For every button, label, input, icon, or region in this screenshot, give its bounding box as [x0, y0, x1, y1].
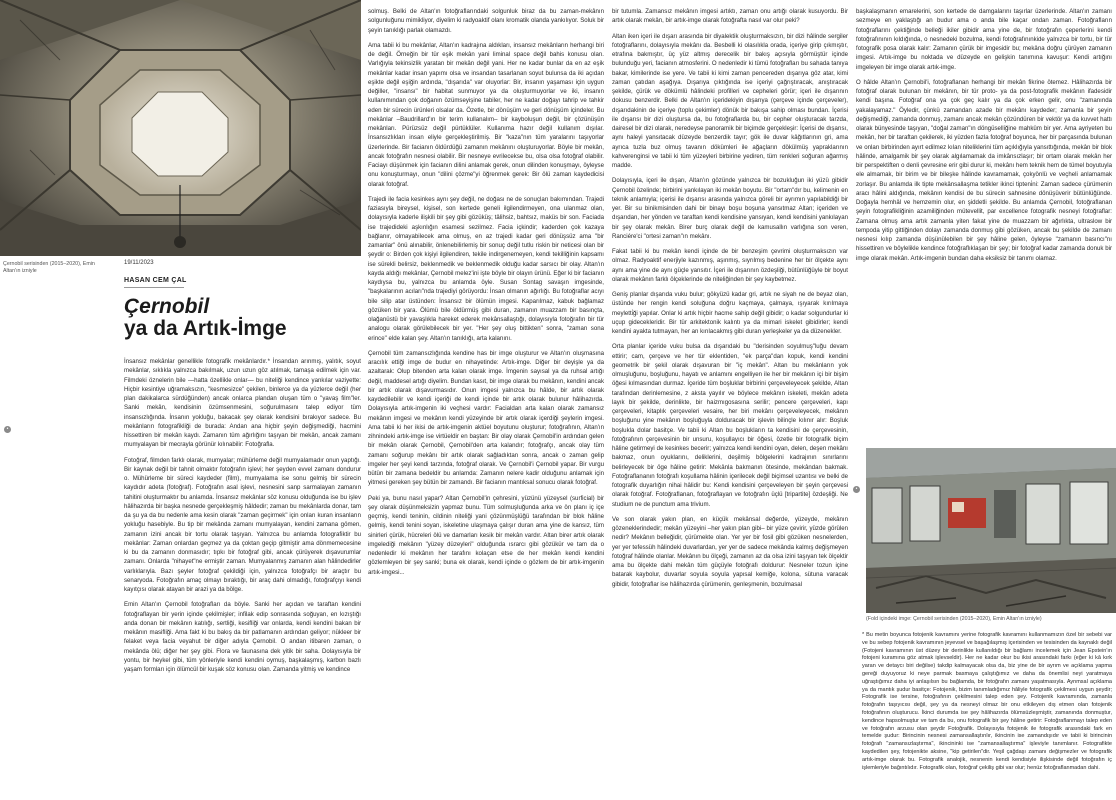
ceiling-image	[0, 0, 361, 256]
article-column-1	[124, 357, 361, 797]
col2-paragraph: Peki ya, bunu nasıl yapar? Altan Çernobil'in çehresini, yüzünü yüzeysel (surficial) bir şey olarak düşünmeksizin yapmaz bunu. Tüm solmuşluğunda arka ve ön planı iç içe geçmiş, kendi teninin, cildinin niteliği yani çözünmüşlüğü tarafından bir blok hâline gelmiş, kendi tenini soyan, iskeletine ulaşmaya çalışır duran ama yine de kansız, tüm sinirleri çürük, hücreleri ölü ve damarları kesik bir mekân vardır. Altan birer artık olarak imgelediği mekânın "yüzey düzeyleri" olduğunda ısrarcı gibi gözükür ve tam da o nedenledir ki mekânın her tarafını kolaçan etse de her mekân kendi kendini gözlemleyen bir şey sanki; buna ek olarak, kendi içinde o gözlem de bir artık-imgenin artık-imgesi...	[368, 494, 604, 576]
publish-date: 19/11/2023	[124, 260, 154, 266]
col1-paragraph: İnsansız mekânlar genellikle fotografik mekânlardır.* İnsandan arınmış, yalıtık, soyut mekânlar, sıklıkla yalnızca bakılmak, uzun uzun göz atılmak, tamaşa edilmek için var. Filmdeki öznelerin bile —hatta özellikle onlar— bu niteliği kendince yankılar vaziyette: Hiçbir kesintiye uğramaksızın, "kesmesizce" çekilen, binlerce ya da yüzlerce değil (her plan dakikalarca sürdüğünden) ancak onlarca plandan oluşan tüm o "yavaş film"ler. Sanki mekân, kendisinin özümsenmesini, soğurulmasını talep ediyor tüm insansızlığında. İnsanın yokluğu, bakacak şey olarak kendisini bırakıyor sadece. Bu mekânların fotografikliği de burada: Andan ana hiçbir şeyin değişmediği, hacmini hissettiren bir mekân kaydı. Zamanın tüm ağırlığını taşıyan bir mekân, ancak zamanı mumyalayan bir mecrayla görünür kılınabilir: Fotoğrafla.	[124, 358, 361, 449]
article-title	[124, 296, 349, 340]
col3-paragraph: Orta planlar içeride vuku bulsa da dışarıdaki bu "derisinden soyulmuş"luğu devam ettirir; cam, çerçeve ve her tür eklentiden, "ek parça"dan kopuk, kendi kendini geometrik bir şekil olarak dışavuran bir "iç mekân". Altan bu mekânların yok olmuşluğunu, boşluğunu, hayatı ve anlamını engelliyen ile her bir mekânın içi bir bişim öğesi kılmasından durmaz. İçeride tüm boşluklar birbirini çerçeveleyecek şekilde, Altan tarafından derinlemesine, z aksta yayılır ve böylece mekânın iskeleti, mekân adeta layık bir şekilde, derinlikte, bir haizmıgosasına serilir; pencere çerçeveleri, kapı çerçeveleri, kitaplık çerçeveleri vesaire, her biri mekânı çerçeveleyecek, mekânın boşluğunu yine mekânın boşluğuyla dolduracak bir işlevin bilinçle kılınır alır: Boşluk boşlukla dolar basitçe. Ve tabii ki Altan bu boşlukların ta kendisini de çerçevesinin, fotoğrafının çerçevesinin bir unsuru, koşullayıcı bir öğesi, özetle bir fotografik biçim hâline getirmeyi de kesinkes becerir; yalnızca kendi kendini oyan, delen, deşen mekânı bakmaz, onun oyuklarını, deliklerini, deşilmiş bölgelerini kadrajının sınırlarını belirleyecek bir öge hâline getirir: Mekânla bakmanın ötesinde, mekândan bakmak. Fotoğraflananın fotoğrafı koşullama hâlinin içerilecek değil biçimsel uzantısı ve belki de fotografik duyarlığın nihai hâlidir bu: Kendi kendisini çerçeveleyen bir şeyin çerçevesi olarak fotoğraf. Fotoğraflanan, fotoğraflayan ve fotoğrafın üçlü [tripartite] özdeşliği. Ne studium ne de punctum ama trivium.	[612, 343, 848, 508]
article-column-3	[612, 7, 848, 797]
col2-paragraph: Trajedi ile facia kesinkes aynı şey değil, ne doğası ne de sonuçları bakımından. Trajedi faziasıyla bireysel, kişisel, son kertede geneli ilgilendirmeyen, ona ulanmaz olan, dolayısıyla kaderle ilişkili bir şey gibi gözüküş; tâlihsiz, bahtsız, maküs bir son. Faciada ise trajedideki aşkınlığın esamesi sezilmez. Facia içkindir; kaderden çok kazaya bağlanır, olmayabilecek ama olmuş, en az trajedi kadar geri dönüşsüz ama "bir zamanlar" önü alınabilir, önlenebilirlemiş bir sonuç değil tutlu riskin bir neticesi olan bir şeydir o: Birden çok kişiyi ilgilendiren, tekile indirgenemeyen, kendi tekilliğinin kapsamı ise sürekli belirsiz, beklenmedik ve beklenmedik olduğu kadar sarsıcı bir olay. Altan'ın kayda aldığı mekânlar, Çernobil melez'ini işte böyle bir olayın ürünü. Eğer ki bir facianın kaydıysa bu, yalnızca bu anlamda öyle. Susan Sontag savaşın imgesinde, "başkalarının acıları"nda trajediyi görüyordu: İnsan olmanın ağırlığı. Bu fotoğraflar acıyı bile silip atar üstünden: İnsansız bir ölümün imgesi. Kaparılmaz, kabuk bağlamaz gözüken bir yara. Ölümü bile öldürmüş gibi duran, zamanın muazzam bir basınçta, olağanüstü bir yavaşlıkla hareket ederek mekânsallaştığı, dolayısıyla fotoğrafın bir tür analogu olarak görülebilecek bir yer. "Her şey oluş bittikten" sonra, "zaman sona erince" elde kalan şey. Altan'ın tanıklığı, arta kalanını.	[368, 195, 604, 342]
room-image	[866, 448, 1116, 613]
col3-paragraph: Ve son olarak yakın plan, en küçük mekânsal değerde, yüzeyde, mekânın gözeneklerindedir; mekân yüzeyini –her yakın plan gibi– bir yüze çevirir, yüzde görülen nedir? Mekânın belleğidir, çürümekte olan. Yer yer bir fosil gibi gözüken nesnelerden, yer yer tefessüh hâlindeki duvarlardan, yer yer de sadece mekânda kalmış değişmeyen fotoğraf hâlinde olanlar. Mekânın bu ölçeği, zamanın az da olsa izini taşıyan tek ölçektir ama bu ölçekte dahi mekân tüm güçüyle fotoğrafı doldurur: Nesneler tozun içine batarak kaybolur, duvarlar soyula soyula yapısal kemiğe, kolona, sütuna varacak gibidir, fotoğraflar ise hâlihazırda çürümenin, genleşmenin, bozulmasal	[612, 515, 848, 588]
col3-paragraph: Dolayısıyla, içeri ile dışarı, Altan'ın gözünde yalnızca bir bozukluğun iki yüzü gibidir Çernobil özelinde; birbirini yankılayan iki mekân boyutu. Bir "ortam"dır bu, kelimenin en teknik anlamıyla; içerisi ile dışarısı arasında yalnızca göreli bir ayrımın yapılabildiği bir yer. Bir su binikmisinden dahi bir binayı boşu boşuna yansıtmaz Altan; içeriden ve dışarıdan, her yönden ve taraftan kendi kendisine yansıyan, kendi kendisini yankılayan bir şey olarak mekân. Birer burç olarak değil de kamusallın varlığına son veren, Ranciére'ci "ortesi zaman"ın mekânı.	[612, 177, 848, 240]
room-photo-caption: (Fold içindeki imge: Çernobil serisinden (2015–2020), Emin Altan'ın izniyle)	[866, 616, 1042, 622]
col2-paragraph: solmuş. Belki de Altan'ın fotoğraflarındaki solgunluk biraz da bu zaman-mekânın solgunluğunu mimikliyor, diyelim ki radyoaktif olanı kromatik olanda yankılıyor. Soluk bir şeyin tanıklığı parlak olamazdı.	[368, 8, 604, 34]
room-photo	[866, 448, 1116, 613]
col3-paragraph: Altan iken içeri ile dışarı arasında bir diyalektik oluşturmaksızın, bir dizi hâlinde sergiler fotoğraflarını, dolayısıyla mekânı da. Besbelli ki olasılıkla orada, içeriye girip çıkmıştır, etrafına bakmıştır, üç yüz altmış derecelik bir bakış açısıyla görmüştür içinde bulunduğu yeri, facianın atmosferini. O nedenledir ki tümü fotoğrafları bu sahada tanıya bakar, kimilerinde ise yere. Ve tabii ki kimi zaman pencereden dışarıya göz atar, kimi zaman çatıdan aşağıya. Dışarıya çıktığında ise içeriyi çağrıştıracak, anıştıracak şekilde, çürük ve dökümlü hâlindeki profilleri ve cepheleri görür; içeri ile dışarının dokusu benzerdir. Belki de Altan'ın içeridekiyin dışarıya (çerçeve içinde çerçeveler), dışarıdakinin de içeriye (toplu çekimler) dönük bir bakışa sahip olması bundan. İçerisi ile dışarısı bir dizi oluştursa da, bu fotoğraflarda bu, bir cepher oluşturacak tarzda, dairesel bir dizi olarak, neredeyse panoramik bir biçimde gerçekleşir: İçerisi de dışarısı, aynı haleyi yansıtacak düzeyde benzerdik tayır; gök ile duvar kâğıtlarının gri, ama ayrıca tuzla buz olmuş tavanın dökümleri ile ağaçların dökülmüş yapraklarının kahverenginsi ve tabii ki tüm yüzeyleri birbirine yediren, tüm renkleri soğuran ağarmış madde.	[612, 32, 848, 169]
col1-paragraph: Fotoğraf, filmden farklı olarak, mumyalar; mühürleme değil mumyalamadır onun yaptığı. Bir kaynak değil bir tahnit olmaktır fotoğrafın işlevi; her şeyden evvel zamanı dondurur o. Mühürleme bir süreci kaydeder (film), mumyalama ise sonu gelmiş bir sürecin kaydıdır adeta (fotoğraf). Fotoğrafın asal işlevi, nesnesini sanp sarmalayan zamanın tahitini oluşturmaktır bu anlamda. İnsansız mekânlar söz konusu olduğunda ise bu işlev hâlihazırda bir başka nesnede gerçekleşmiş hâldedir; zaman bu mekânlarda donar, tam da şu ya da bu nedenle ama kesin olarak "zaman geçirmek" için onları kuran insanların yokluğu hasebiyle. Bu tip bir mekânda zamanı mumyalayan, kendini zamana gömen, zamanın izini ancak bir tortu olarak taşıyan. Yalnızca bu anlamda fotografiktir bu mekânlar: Zaman onlardan geçmez ya da çoktan geçip gitmiştir ama dönmemecesine ki bu da zamanın donmasıdır; tıpkı bir fotoğraf gibi, ancak çürüyerek dışavurumlar zamanı. Onlarda "nihayet"ne ermiştir zaman. Mumyalanmış zamanın alan hâlindedirler varlıklarıyla. Bazı şeyler fotoğraf çekildiği için, yalnızca fotoğrafçı bir araçtır bu senaryoda. Fotoğrafın amaç olmayı bıraktığı, bir araç dahi olmadığı, fotoğrafçıyı kendi kayıtçısı olarak atayan bir arazi ya da bölge.	[124, 456, 361, 593]
author-divider	[124, 287, 184, 288]
article-column-4	[856, 7, 1112, 415]
col2-paragraph: Ama tabii ki bu mekânlar, Altan'ın kadrajına aldıkları, insansız mekânların herhangi biri de değil. Örneğin bir tür eşik mekân yani liminal space değil bahis konusu olan. Varlığıyla tekinsizlik yaratan bir mekân değil yani. Her ne kadar bunlar da en az eşik mekânlar kadar insan yapımı olsa ve insandan tasarlanan soyut bulunsa da iki açıdan eşikte değil eşiğin ardında, "dışarıda" var oluyorlar: Bir, insanın yaşaması için uygun değiller, "insansı" bir habitat sunmuyor ya da oluşturmuyorlar ve iki, insanın kullanımından çok doğanın özümseyişine tabiler, her ne kadar doğayı tahrip ve tahkir eden bir sürecin ürünleri olsalar da. Özetle, bir dönüşüm ve geri dönüşüm içindeler. Bu mekânlar –Baudrillard'ın bir terim kullanalım– bir kayboluşun değil, bir çözünüşün mekânları. Pürüzsüz değil pürtüklüler. Kullanıma hazır değil kullanım dışılar. İnsansızlıkları insan eliyle gerçekleştirilmiş. Bir "kaza"nın tüm yaralarını taşıyorlar üzerlerinde. Bir facianın öldürdüğü zamanın mekânını oluşturuyorlar. Böyle bir mekân, ancak fotoğrafın nesnesi olabilir. Bir nesneye evrilecekse bu, olsa olsa fotoğraf olabilir. Faciayı düşünmek için facianın dilini anlamak gerek, onun dilinden konuşmayı, öyleyse onu konuşturmayı, onun "dilini çözme"yi öğrenmek gerek: Bir ölü zaman kaydedicisi olarak fotoğraf.	[368, 41, 604, 188]
col4-paragraph: O hâlde Altan'ın Çernobil'i, fotoğraflanan herhangi bir mekân fikrine ötemez. Hâlihazırda bir fotoğraf olarak bulunan bir mekânın, bir tür proto- ya da post-fotografik mekânın ifadesidir kendi başına. Fotoğraf ona ya çok geç kalır ya da çok erken gelir, onu "zamanında yakalayamaz." Öyledir, çünkü zamandan azade bir mekânı kaydeder; zamanla bir şeyin değişmediği, zamanda donmuş, zamanı ancak mekân çözündüren bir vektör ya da kuvvet hattı olarak bünyesinde taşıyan, "doğal zaman"ın döngüselliğine mahkûm bir yer. Ama ayriyeten bu mekân, her bir taraftan çekilerek, iki yüzden fazla fotoğraf boyunca, her bir parçasında bulunan ve onları birbirinden ayırt edilmez kılan niteliklerini tüm açıklığıyla yansıttığında, mekân bir blok hâlinde, amalgamik bir şey olarak algılamamak da imkânsızlaşır; bir ortam olarak mekân her bir perspektiften o denli çevresine erir gibi durur ki, mekânı hem teknik hem de tümel boyutuyla ele almamak, bir birim ve bir bileşke hâlinde kavramamak, çokyönlü ve veçheli anlamamak zorlaşır. Bu anlamda ilk tipte mekânsallaşma tetikler ikinci tipteni̇ni: Zaman sadece çürümenin aracı hâlini aldığında, mekânın kendisi de bu sürecin sahnesine dönüşüverir bütünlüğünde. Doğayla hemhâl ve hemzemin olur, en şiddetli şekilde. Bu anlamda Çernobil, fotoğraflanan şeyin fotografikliğinin azamiliğinden mütevellit, par excellence fotografik nesneyi fotoğraflar: Zamana olmuş ama artık zamanla yiten fakat yine de muazzam bir ağırlıkta, ultraslow bir tempoda yitip gittiğinden dolayı zamanda donmuş gibi gözüken, ancak bu şekilde de zamanı nesnesi kılıp zamanda düşünülebilen bir şey hâline gelen, öyleyse "zamanın basıncı"nı hissettiren ve böylelikle kendince fotoğraflıklaşan bir şey; bir fotoğraf kadar zamanda donuk bir imge olarak mekân. Artık-imgenin bundan daha eksiksiz bir tanımı olamaz.	[856, 78, 1112, 262]
top-photo	[0, 0, 361, 256]
top-photo-caption: Çernobil serisinden (2015–2020), Emin Altan'ın izniyle	[3, 261, 95, 275]
footnote-marker-icon[interactable]: •	[4, 426, 11, 433]
title-line-1: Çernobil	[124, 295, 210, 318]
col4-paragraph: başkalaşmanın emarelerini, son kertede de damgalarını taşırlar üzerlerinde. Altan'ın zamanı sezmeye en yaklaştığı an budur ama o anda bile kaçar ondan zaman. Fotoğrafların fotoğraflarını çektiğinde belleği ikiler gibidir ama yine de, bir fotoğrafın çeperlerini kendi fotoğrafınının kıldığında, o nesnedeki bozulma, kendi fotoğrafınınkide yalnızca bir tortu, bir tür fotografik posa olarak kalır: Zamanın çürük bir imgesidir bu; mekâna doğru çürüyen zamanın imgesi. Artık-imge bu noktada ve düzeyde en gelişkin tanımına kavuşur: Kendi artığını imgeleyen bir imge olarak artık-imge.	[856, 8, 1112, 71]
article-column-2	[368, 7, 604, 797]
author-name: HASAN CEM ÇAL	[124, 277, 187, 284]
footnote-text: * Bu metin boyunca fotojenik kavramını yerine fotografik kavramını kullanmamızın özel bir sebebi var ve bu sebep fotojenik kavramının jeyevsel ve başağılaşmış içerisinden ve tesisinden da kaynaklı değil (Fotojeni kavramının üst düzey bir derinlikte kullanıldığı bir bağlamı incelemek için Jean Epstein'ın fotojeni kuramına göz atmak işlevseldir). Her ne kadar okur bu ikisi arasındaki farkı (eğer ki kâ kırk yaran ve detaycı biri değilse) takdip kalmayacak olsa da, biz yine de bir ayrım ve açıklama yapma gereği duyuyoruz ki neye parmak basmaya çalıştığımız ve daha da önemlisi neyi yaratmaya uğraştığımız daha iyi anlaşılsın bu bağlamda, bir fotoğrafın zamanı yaşatmasıyla. Aynmsal açıklama ya da mantık şudur basitçe: Fotojenik, bizim tanımladığımız hâliyle fotografik çekilmesi uygun şeydir; Fotografik ise tersine, fotoğrafının çekilmesini talep eden şey. Fotojenik kavramında, zamanla fotoğrafın taşıyıcısı değil, şey ya da nesneyi olmaz bir onu etkileyen dış etmen olan fotojenik fotoğrafının oluşturucu. İkinci durumda ise şey hâlihazırda ölümsüzleşmiştir, zamanında donmuştur, kendince hapsolmuştur ve tam da bu, onu fotografik bir şey hâline getirir: Fotoğraflanmayı talep eden ve fotoğrafın arzusu olan şeydir Fotoğrafik. Dolayısıyla fotojenik ile fotografik arasındaki fark en temelde şudur: Birincinin nesnesi zamansallaştırılır, ikincinin ise zamandışıdır ve tabii ki birincinin fotoğrafı "zamansızlaştırma", ikincininki ise "zamansallaştırma" işleviyle tanımlanır. Fotografikte kaydedilen şey, fotojenikte aksine, "kip getirilen"dir. Yeşil çağdaşı zamanı değişmezler ve fotografik artık-imge olarak bu. Fotografik analojik, nesnenin kendi kendisiyle ilişkisinde değil fotoğrafın iç işlemleriyle bağıntılıdır. Fotografik olan, fotoğraf çekiliş gibi var olur; henüz fotoğraflanmadan dahi.	[862, 632, 1112, 771]
col2-paragraph: Çernobil tüm zamansızlığında kendine has bir imge oluşturur ve Altan'ın oluşmasına aracılık ettiği imge de budur en nihayetinde: Artık-imge. Diğer bir deyişle ya da azaltarak: Olup bitenden arta kalan olarak imge. İmgenin sayısal ya da ruhsal artığı değil, maddesel artığı diyelim. Bundan kasıt, bir imge olarak bu mekânın, kendini ancak bir artık olarak dışavurmasıdır. Onun imgesi yalnızca bu hâlde, bir artık olarak kaydedilebilir ve kendi içeriği de kendi içinde bir artık olarak bulunur hâlihazırda. Dolayısıyla artık-imgenin iki veçhesi vardır: Facialdan arta kalan olarak zamansız mekânın imgesi ve mekânın kendi yüzeyinde bir artık olarak içerdiği şeylerin imgesi. Ama tabii ki her ikisi de artık-imgenin aktüel boyutunu oluşturur; fotoğrafının, Altan'ın zihnindeki artık-imge ise virtüeldir en baştan: Bir olay olarak Çernobil'in ardından gelen bir mekân olarak Çernobil, Çernobil'den arta kalandır; fotoğrafçı, ancak olay tüm zamanı soğurup mekânı bir artık olarak sağladıktan sonra, ancak o zaman gelip imgeler her şeyi kendi tarzında, fotoğraf olarak. Ve Çernobil'i Çernobil yapar. Bir vurgu bütün bir zamana bedeldir bu anlamda: Zamanın nelere kadir olduğunu anlamak için yitmesi gereken şey bütün bir zamandı. Bir facianın mantıksal sonucu olarak fotoğraf.	[368, 349, 604, 487]
footnote-marker-icon[interactable]: •	[853, 486, 860, 493]
title-line-2: ya da Artık-İmge	[124, 317, 287, 340]
col3-paragraph: Fakat tabii ki bu mekân kendi içinde de bir benzeşim çevrimi oluşturmaksızın var olmaz. Radyoaktif enerjiyle kazınmış, aşınmış, sıyrılmış bedenine her bir ölçekte aynı aynı ama yine de aynı güçle yansıtır. İçeri ile dışarının özdeşliği, bütünlüğüyle bir boyut olarak mekânın farklı ölçeklerinde de niteliğinden bir şey kaybetmez.	[612, 248, 848, 283]
col3-paragraph: Geniş planlar dışarıda vuku bulur; gökyüzü kadar gri, artık ne siyah ne de beyaz olan, üstünde her rengin kendi soluğuna doğru kaçmaya, çalmaya, ışıyarak kırılmaya meyletti̇ği yapılar. Onlar ki artık hiçbir hacme sahip değil gibidir; o kadar solgundurlar ki uçup gidecekleridir. Bir tür arkitektonik kalıntı ya da mimari iskelet gibidirler; kendi kendini ayakta tutmayan, her an kırılacakmış gibi duran yerleşkeler ya da düzenekler.	[612, 291, 848, 335]
col1-paragraph: Emin Altan'ın Çernobil fotoğrafları da böyle. Sanki her açıdan ve taraftan kendini fotoğraflayan bir yerin içinde çekilmişler; infilak edip sonrasında soğuyan, en kızıştığı anda donan bir mekânın katılığı, sertliği, kesifliği var onlarda, kendi kendini bakan bir mekânın masifliği. Ama fakt ki bu bakış da bir patlamanın ardından geliyor; nükleer bir felaket veya facia veyahut bir diğer adıyla Çernobil. O andan itibaren zaman, o mekânda ölü; diğer her şey gibi. Flora ve faunasına dek yitik bir saha. Dolayısıyla bir yontu, bir heykel gibi, tüm yönleriyle kendi kendini oymuş, başkalaşmış, karbon bazlı yaşam formları için ölümcül bir kuşak söz konusu olan. Zamanda yitmiş ve kendince	[124, 601, 361, 673]
col3-paragraph: bir tutumla. Zamansız mekânın imgesi artıktı, zaman onu artığı olarak kusuyordu. Bir artık olarak mekân, bir artık-imge olarak fotoğrafta nasıl var olur peki?	[612, 8, 848, 25]
